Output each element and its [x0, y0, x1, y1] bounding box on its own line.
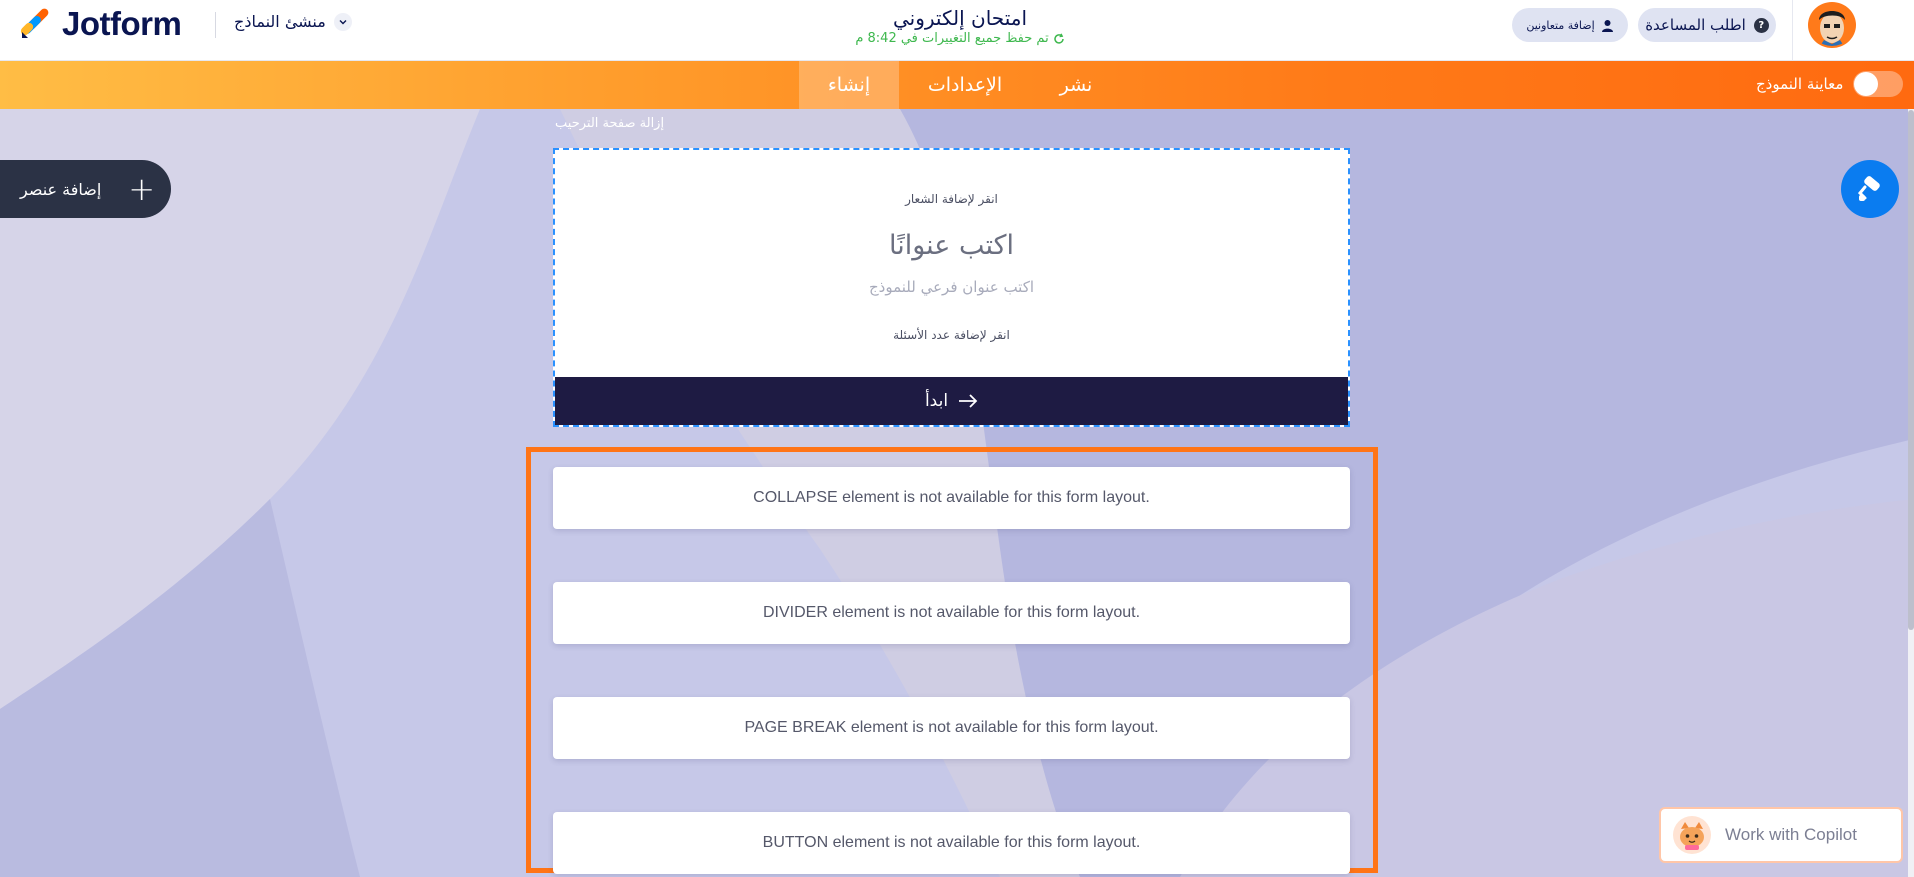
avatar[interactable]: [1808, 2, 1856, 48]
jotform-logo[interactable]: [20, 6, 181, 42]
save-status-text: تم حفظ جميع التغييرات في 8:42 م: [855, 31, 1049, 46]
header-divider: [215, 12, 216, 38]
preview-form-label: معاينة النموذج: [1756, 75, 1844, 93]
jotform-logo-icon: [20, 8, 52, 40]
divider-unavailable-notice: DIVIDER element is not available for this form layout.: [553, 582, 1350, 644]
preview-form-control: [1756, 71, 1903, 97]
user-icon: [1601, 19, 1614, 32]
scrollbar-thumb[interactable]: [1908, 110, 1914, 630]
copilot-avatar-icon: [1673, 816, 1711, 854]
form-builder-dropdown[interactable]: [234, 12, 352, 31]
logo-text: Jotform: [62, 5, 182, 42]
welcome-subtitle-input[interactable]: اكتب عنوان فرعي للنموذج: [868, 278, 1035, 296]
form-title[interactable]: امتحان إلكتروني: [892, 6, 1027, 30]
copilot-label: Work with Copilot: [1725, 825, 1857, 844]
refresh-icon: [1053, 33, 1065, 45]
save-status: [760, 30, 1160, 48]
tab-settings[interactable]: الإعدادات: [927, 74, 1003, 96]
start-button[interactable]: [555, 377, 1348, 425]
add-element-button[interactable]: [0, 160, 171, 218]
get-help-label: اطلب المساعدة: [1645, 16, 1746, 34]
add-collaborators-button[interactable]: [1512, 8, 1628, 42]
work-with-copilot-button[interactable]: [1659, 807, 1903, 863]
welcome-page-card[interactable]: [553, 148, 1350, 427]
add-collaborators-label: إضافة متعاونين: [1526, 18, 1595, 32]
arrow-right-icon: [958, 394, 978, 408]
preview-form-toggle[interactable]: [1853, 71, 1903, 97]
form-builder-label: منشئ النماذج: [234, 12, 326, 31]
form-title-block: [760, 6, 1160, 48]
chevron-down-icon: [334, 13, 352, 31]
start-label: ابدأ: [924, 391, 949, 411]
button-unavailable-notice: BUTTON element is not available for this form layout.: [553, 812, 1350, 874]
paint-roller-icon: [1855, 174, 1885, 204]
get-help-button[interactable]: [1638, 8, 1776, 42]
collapse-unavailable-notice: COLLAPSE element is not available for this form layout.: [553, 467, 1350, 529]
add-question-count-hint[interactable]: انقر لإضافة عدد الأسئلة: [893, 328, 1010, 342]
tab-build[interactable]: إنشاء: [799, 61, 899, 109]
page-break-unavailable-notice: PAGE BREAK element is not available for this form layout.: [553, 697, 1350, 759]
add-logo-hint[interactable]: انقر لإضافة الشعار: [905, 192, 998, 206]
top-header: [0, 0, 1914, 61]
remove-welcome-page-link[interactable]: إزالة صفحة الترحيب: [555, 116, 665, 131]
welcome-title-input[interactable]: اكتب عنوانًا: [888, 230, 1015, 261]
plus-icon: +: [128, 170, 155, 208]
builder-navbar: [0, 61, 1914, 109]
add-element-label: إضافة عنصر: [20, 179, 102, 199]
form-designer-button[interactable]: [1841, 160, 1899, 218]
tab-publish[interactable]: نشر: [1059, 74, 1093, 96]
header-divider-right: [1792, 0, 1793, 60]
toggle-knob: [1854, 72, 1878, 96]
question-icon: ?: [1754, 18, 1769, 33]
